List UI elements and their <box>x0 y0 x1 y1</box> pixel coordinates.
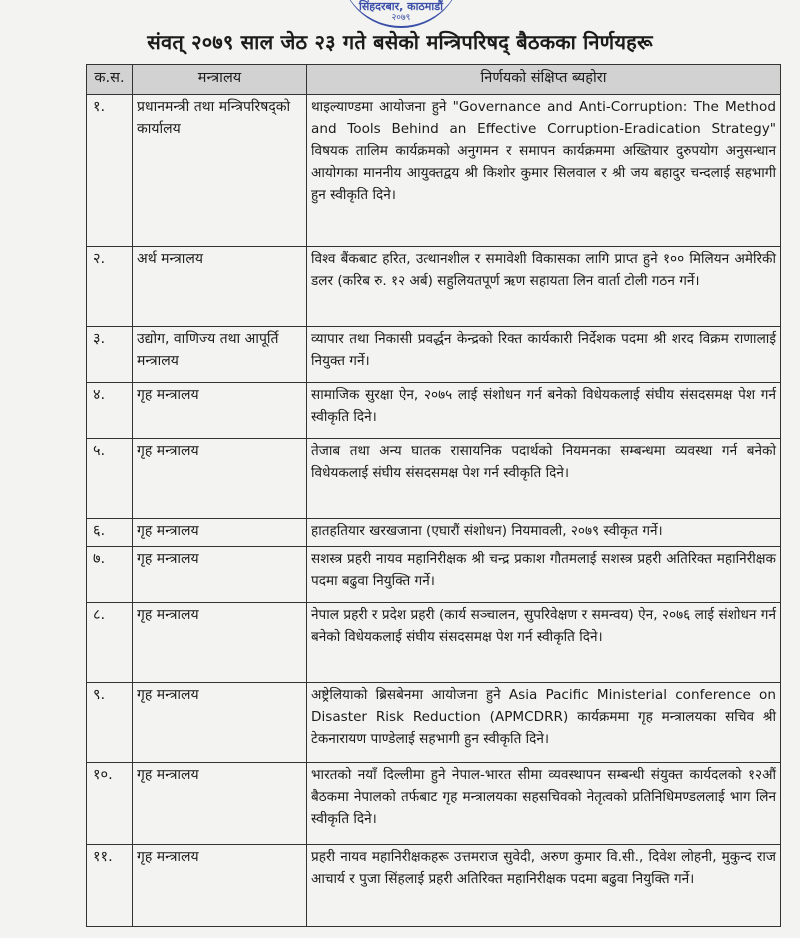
row-decision: तेजाब तथा अन्य घातक रासायनिक पदार्थको नियमनका सम्बन्धमा व्यवस्था गर्न बनेको विधेयकलाई संघीय संसदसमक्ष पेश गर्न स्वीकृति दिने। <box>307 439 781 519</box>
row-sn: ८. <box>87 603 133 683</box>
row-sn: १०. <box>87 763 133 845</box>
table-row <box>87 439 781 519</box>
table-row <box>87 845 781 927</box>
table-row <box>87 683 781 763</box>
seal-year: २०७९ <box>391 13 411 23</box>
table-row <box>87 327 781 383</box>
table-row <box>87 247 781 327</box>
row-sn: २. <box>87 247 133 327</box>
row-ministry: गृह मन्त्रालय <box>133 603 307 683</box>
row-sn: ४. <box>87 383 133 439</box>
header-ministry: मन्त्रालय <box>133 65 307 95</box>
row-sn: ९. <box>87 683 133 763</box>
row-ministry: गृह मन्त्रालय <box>133 683 307 763</box>
row-decision: भारतको नयाँ दिल्लीमा हुने नेपाल-भारत सीमा व्यवस्थापन सम्बन्धी संयुक्त कार्यदलको १२औं बैठकमा नेपालको तर्फबाट गृह मन्त्रालयका सहसचिवको नेतृत्वको प्रतिनिधिमण्डललाई भाग लिन स्वीकृति दिने। <box>307 763 781 845</box>
row-ministry: प्रधानमन्त्री तथा मन्त्रिपरिषद्को कार्यालय <box>133 95 307 247</box>
row-ministry: गृह मन्त्रालय <box>133 845 307 927</box>
office-seal <box>340 0 462 28</box>
seal-text: सिंहदरबार, काठमाडौं <box>359 0 443 13</box>
page-title: संवत् २०७९ साल जेठ २३ गते बसेको मन्त्रिपरिषद् बैठकका निर्णयहरू <box>147 30 653 54</box>
row-sn: ७. <box>87 547 133 603</box>
row-ministry: गृह मन्त्रालय <box>133 763 307 845</box>
row-sn: ६. <box>87 519 133 547</box>
row-decision: नेपाल प्रहरी र प्रदेश प्रहरी (कार्य सञ्चालन, सुपरिवेक्षण र समन्वय) ऐन, २०७६ लाई संशोधन गर्न बनेको विधेयकलाई संघीय संसदसमक्ष पेश गर्न स्वीकृति दिने। <box>307 603 781 683</box>
table-row <box>87 383 781 439</box>
row-decision: हातहतियार खरखजाना (एघारौं संशोधन) नियमावली, २०७९ स्वीकृत गर्ने। <box>307 519 781 547</box>
row-sn: १. <box>87 95 133 247</box>
table-row <box>87 95 781 247</box>
row-sn: ५. <box>87 439 133 519</box>
row-decision: प्रहरी नायव महानिरीक्षकहरू उत्तमराज सुवेदी, अरुण कुमार वि.सी., दिवेश लोहनी, मुकुन्द राज आचार्य र पुजा सिंहलाई प्रहरी अतिरिक्त महानिरीक्षक पदमा बढुवा नियुक्ति गर्ने। <box>307 845 781 927</box>
table-row <box>87 763 781 845</box>
row-decision: थाइल्याण्डमा आयोजना हुने "Governance and Anti-Corruption: The Method and Tools Behind an Effective Corruption-Eradication Strategy" विषयक तालिम कार्यक्रमको अनुगमन र समापन कार्यक्रममा अख्तियार दुरुपयोग अनुसन्धान आयोगका माननीय आयुक्तद्वय श्री किशोर कुमार सिलवाल र श्री जय बहादुर चन्दलाई सहभागी हुन स्वीकृति दिने। <box>307 95 781 247</box>
table-header-row <box>87 65 781 95</box>
table-row <box>87 603 781 683</box>
row-decision: व्यापार तथा निकासी प्रवर्द्धन केन्द्रको रिक्त कार्यकारी निर्देशक पदमा श्री शरद विक्रम राणालाई नियुक्त गर्ने। <box>307 327 781 383</box>
row-sn: ३. <box>87 327 133 383</box>
header-sn: क.स. <box>87 65 133 95</box>
row-ministry: गृह मन्त्रालय <box>133 383 307 439</box>
row-decision: सशस्त्र प्रहरी नायव महानिरीक्षक श्री चन्द्र प्रकाश गौतमलाई सशस्त्र प्रहरी अतिरिक्त महानिरीक्षक पदमा बढुवा नियुक्ति गर्ने। <box>307 547 781 603</box>
row-ministry: गृह मन्त्रालय <box>133 439 307 519</box>
row-ministry: गृह मन्त्रालय <box>133 519 307 547</box>
decisions-table <box>86 64 781 927</box>
row-decision: विश्व बैंकबाट हरित, उत्थानशील र समावेशी विकासका लागि प्राप्त हुने १०० मिलियन अमेरिकी डलर (करिब रु. १२ अर्ब) सहुलियतपूर्ण ऋण सहायता लिन वार्ता टोली गठन गर्ने। <box>307 247 781 327</box>
row-ministry: उद्योग, वाणिज्य तथा आपूर्ति मन्त्रालय <box>133 327 307 383</box>
row-decision: अष्ट्रेलियाको ब्रिसबेनमा आयोजना हुने Asia Pacific Ministerial conference on Disaster Risk Reduction (APMCDRR) कार्यक्रममा गृह मन्त्रालयका सचिव श्री टेकनारायण पाण्डेलाई सहभागी हुन स्वीकृति दिने। <box>307 683 781 763</box>
header-decision: निर्णयको संक्षिप्त ब्यहोरा <box>307 65 781 95</box>
table-row <box>87 519 781 547</box>
row-ministry: अर्थ मन्त्रालय <box>133 247 307 327</box>
row-decision: सामाजिक सुरक्षा ऐन, २०७५ लाई संशोधन गर्न बनेको विधेयकलाई संघीय संसदसमक्ष पेश गर्न स्वीकृति दिने। <box>307 383 781 439</box>
row-ministry: गृह मन्त्रालय <box>133 547 307 603</box>
table-row <box>87 547 781 603</box>
row-sn: ११. <box>87 845 133 927</box>
